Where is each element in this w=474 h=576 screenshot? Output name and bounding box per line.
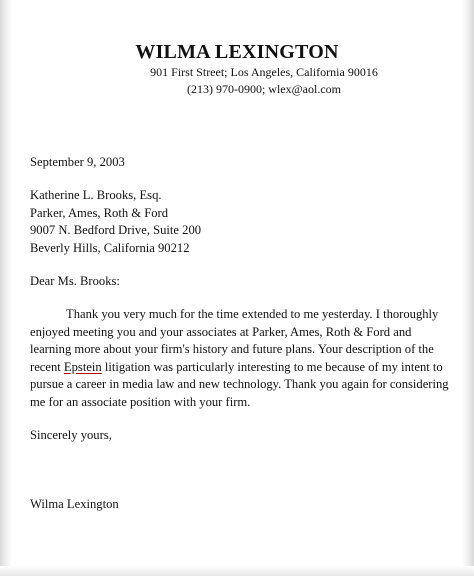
signature-name: Wilma Lexington: [30, 497, 119, 512]
body-paragraph: [30, 306, 450, 411]
paragraph-underlined-word: Epstein: [63, 359, 102, 374]
recipient-name: Katherine L. Brooks, Esq.: [30, 188, 162, 202]
recipient-city: Beverly Hills, California 90212: [30, 240, 190, 255]
paragraph-text-1: Thank you very much for the time extended to me yesterday. I thoroughly enjoyed meeting you and your associates at Parker, Ames, Roth & Ford and learning more about your firm's history and future plans. Your description of the recent: [30, 307, 439, 374]
sender-address: 901 First Street; Los Angeles, California 90016: [150, 65, 378, 79]
letter-date: September 9, 2003: [30, 155, 125, 169]
sender-contact: (213) 970-0900; wlex@aol.com: [186, 82, 342, 96]
letter-body: [30, 154, 450, 513]
recipient-firm: Parker, Ames, Roth & Ford: [30, 205, 169, 220]
recipient-street: 9007 N. Bedford Drive, Suite 200: [30, 223, 202, 238]
paragraph-text-2: litigation was particularly interesting to me because of my intent to pursue a career in media law and new technology. Thank you again for considering me for an associate position with your firm.: [30, 359, 449, 409]
sender-name: WILMA LEXINGTON: [135, 41, 339, 63]
page-bottom-edge: [0, 566, 474, 576]
recipient-block: [30, 187, 450, 257]
salutation: Dear Ms. Brooks:: [30, 274, 120, 289]
closing: Sincerely yours,: [30, 428, 112, 443]
letterhead: [0, 40, 474, 98]
